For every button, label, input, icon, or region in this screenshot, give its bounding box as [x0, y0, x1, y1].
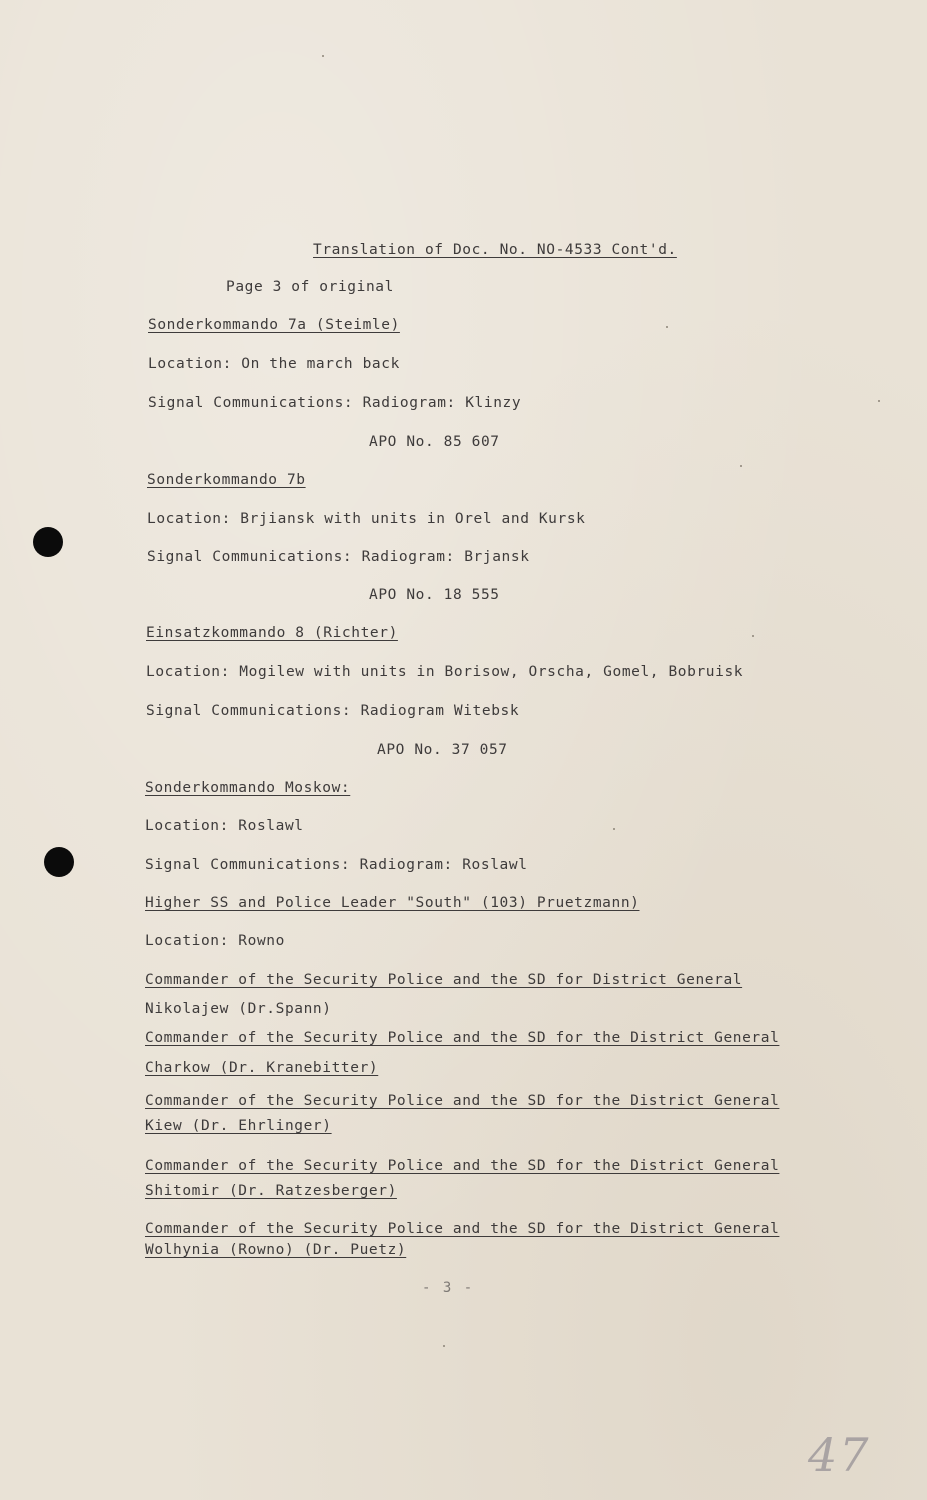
paper-speck	[322, 55, 324, 57]
paper-speck	[666, 326, 668, 328]
commander-line: Commander of the Security Police and the SD for the District General	[145, 1093, 780, 1109]
handwritten-page-mark: 47	[808, 1428, 871, 1482]
section-signal: Signal Communications: Radiogram Witebsk	[146, 703, 520, 719]
section-location: Location: Rowno	[145, 933, 285, 949]
section-apo: APO No. 85 607	[369, 434, 500, 450]
section-signal: Signal Communications: Radiogram: Roslawl	[145, 857, 528, 873]
paper-speck	[740, 465, 742, 467]
commander-district: Shitomir (Dr. Ratzesberger)	[145, 1183, 397, 1199]
section-title: Einsatzkommando 8 (Richter)	[146, 625, 398, 641]
paper-speck	[443, 1345, 445, 1347]
commander-line: Commander of the Security Police and the SD for the District General	[145, 1030, 780, 1046]
section-signal: Signal Communications: Radiogram: Klinzy	[148, 395, 522, 411]
commander-line: Commander of the Security Police and the SD for the District General	[145, 1158, 780, 1174]
section-location: Location: Roslawl	[145, 818, 304, 834]
page-reference: Page 3 of original	[226, 279, 394, 295]
section-location: Location: Brjiansk with units in Orel and Kursk	[147, 511, 586, 527]
commander-district: Kiew (Dr. Ehrlinger)	[145, 1118, 332, 1134]
commander-district: Charkow (Dr. Kranebitter)	[145, 1060, 379, 1076]
section-apo: APO No. 18 555	[369, 587, 500, 603]
punch-hole-top	[33, 527, 63, 557]
section-location: Location: Mogilew with units in Borisow, Orscha, Gomel, Bobruisk	[146, 664, 744, 680]
section-title: Sonderkommando 7a (Steimle)	[148, 317, 400, 333]
section-apo: APO No. 37 057	[377, 742, 508, 758]
section-title: Sonderkommando Moskow:	[145, 780, 351, 796]
section-title: Sonderkommando 7b	[147, 472, 306, 488]
section-title: Higher SS and Police Leader "South" (103) Pruetzmann)	[145, 895, 640, 911]
commander-line: Commander of the Security Police and the SD for District General	[145, 972, 743, 988]
paper-speck	[752, 635, 754, 637]
punch-hole-bottom	[44, 847, 74, 877]
commander-district: Nikolajew (Dr.Spann)	[145, 1001, 332, 1017]
document-header: Translation of Doc. No. NO-4533 Cont'd.	[313, 242, 677, 258]
page-number: - 3 -	[422, 1280, 475, 1296]
paper-speck	[878, 400, 880, 402]
section-signal: Signal Communications: Radiogram: Brjansk	[147, 549, 530, 565]
commander-district: Wolhynia (Rowno) (Dr. Puetz)	[145, 1242, 407, 1258]
commander-line: Commander of the Security Police and the SD for the District General	[145, 1221, 780, 1237]
section-location: Location: On the march back	[148, 356, 400, 372]
paper-speck	[613, 828, 615, 830]
